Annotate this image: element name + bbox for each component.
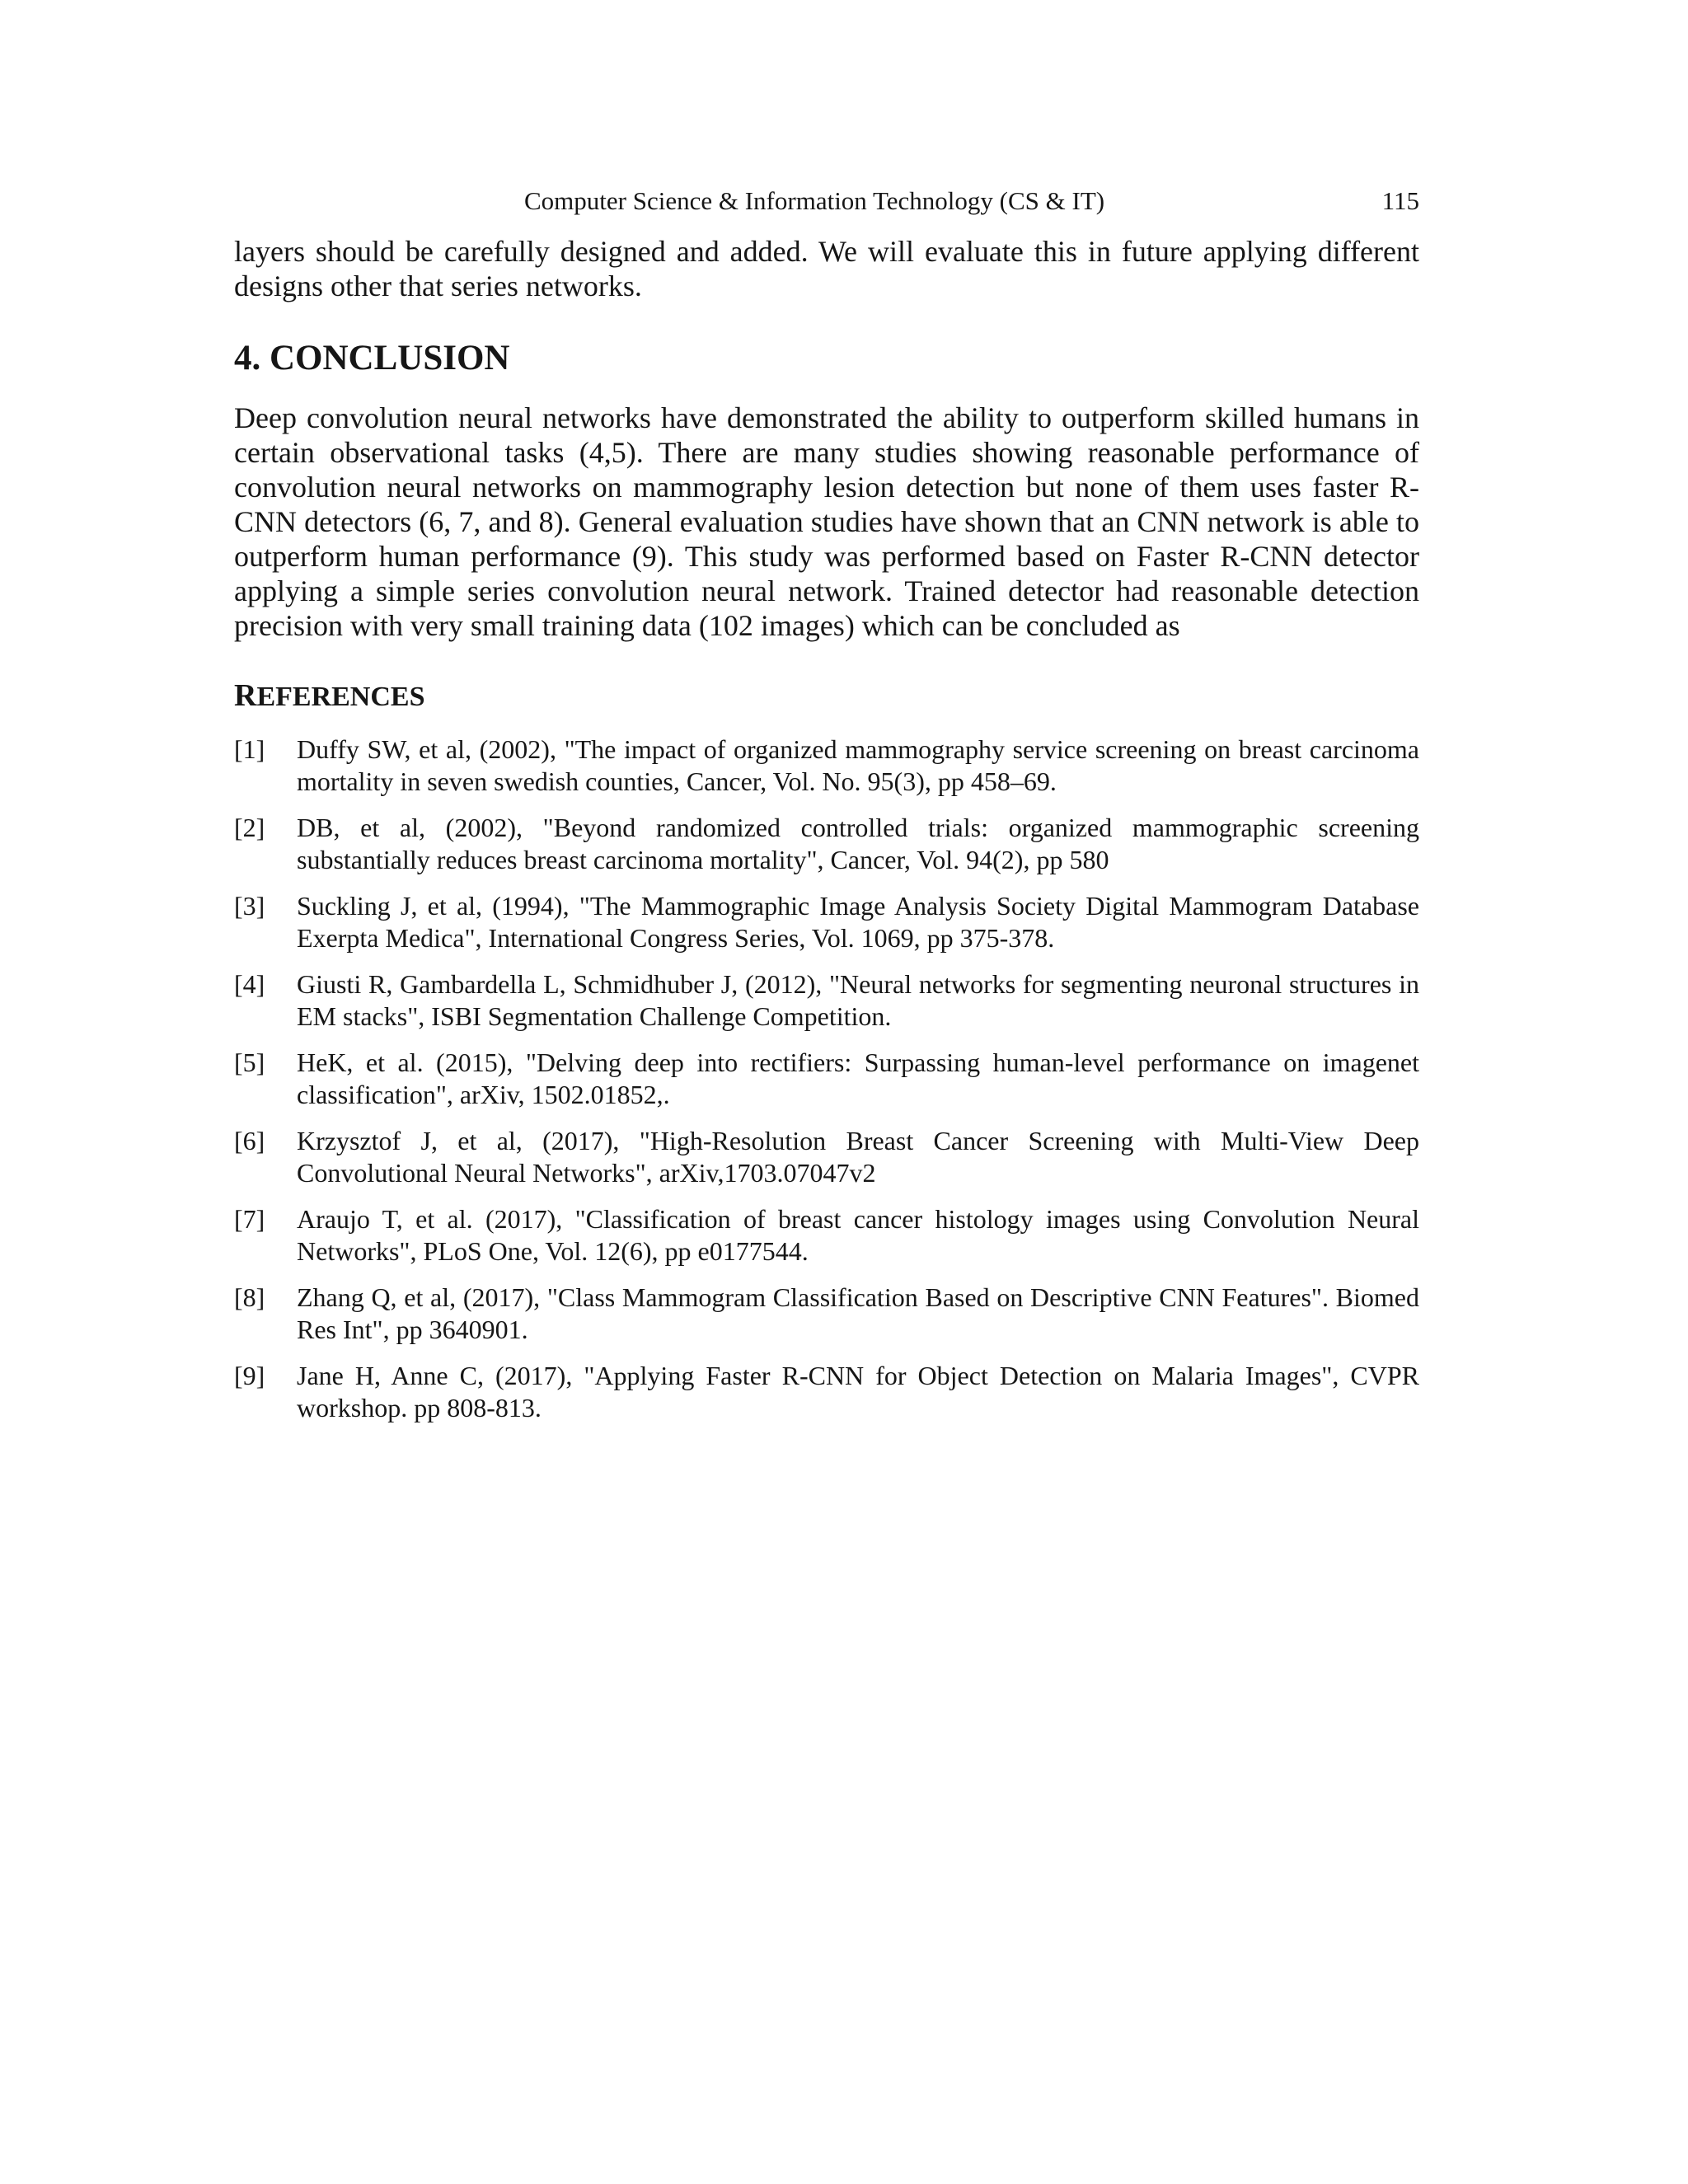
reference-item bbox=[234, 1282, 1419, 1346]
reference-item bbox=[234, 1360, 1419, 1424]
conclusion-paragraph: Deep convolution neural networks have demonstrated the ability to outperform skilled humans in certain observational tasks (4,5). There are many studies showing reasonable performance of convolution neural networks on mammography lesion detection but none of them uses faster R-CNN detectors (6, 7, and 8). General evaluation studies have shown that an CNN network is able to outperform human performance (9). This study was performed based on Faster R-CNN detector applying a simple series convolution neural network. Trained detector had reasonable detection precision with very small training data (102 images) which can be concluded as bbox=[234, 401, 1419, 642]
reference-item bbox=[234, 890, 1419, 954]
references-heading bbox=[234, 677, 1419, 715]
page-content bbox=[234, 234, 1419, 1438]
reference-item bbox=[234, 1047, 1419, 1111]
reference-number: [1] bbox=[234, 734, 265, 764]
reference-number: [8] bbox=[234, 1282, 265, 1312]
reference-number: [7] bbox=[234, 1204, 265, 1234]
references-heading-initial: R bbox=[234, 678, 257, 713]
reference-text: Giusti R, Gambardella L, Schmidhuber J, (2012), "Neural networks for segmenting neuronal structures in EM stacks", ISBI Segmentation Challenge Competition. bbox=[297, 969, 1419, 1031]
reference-number: [4] bbox=[234, 969, 265, 999]
journal-title: Computer Science & Information Technology (CS & IT) bbox=[524, 186, 1105, 215]
reference-item bbox=[234, 1203, 1419, 1268]
reference-text: Araujo T, et al. (2017), "Classification of breast cancer histology images using Convolution Neural Networks", PLoS One, Vol. 12(6), pp e0177544. bbox=[297, 1204, 1419, 1266]
reference-item bbox=[234, 733, 1419, 798]
reference-number: [5] bbox=[234, 1047, 265, 1077]
references-heading-rest: EFERENCES bbox=[256, 682, 425, 712]
reference-item bbox=[234, 812, 1419, 876]
reference-text: HeK, et al. (2015), "Delving deep into rectifiers: Surpassing human-level performance on imagenet classification", arXiv, 1502.01852,. bbox=[297, 1047, 1419, 1109]
intro-paragraph: layers should be carefully designed and added. We will evaluate this in future applying different designs other that series networks. bbox=[234, 235, 1419, 302]
reference-text: Krzysztof J, et al, (2017), "High-Resolution Breast Cancer Screening with Multi-View Deep Convolutional Neural Networks", arXiv,1703.07047v2 bbox=[297, 1126, 1419, 1188]
reference-number: [2] bbox=[234, 813, 265, 842]
page-number: 115 bbox=[1381, 186, 1419, 215]
reference-text: DB, et al, (2002), "Beyond randomized controlled trials: organized mammographic screening substantially reduces breast carcinoma mortality", Cancer, Vol. 94(2), pp 580 bbox=[297, 813, 1419, 874]
running-header bbox=[524, 183, 1419, 219]
reference-text: Suckling J, et al, (1994), "The Mammographic Image Analysis Society Digital Mammogram Database Exerpta Medica", International Congress Series, Vol. 1069, pp 375-378. bbox=[297, 891, 1419, 953]
reference-item bbox=[234, 968, 1419, 1033]
reference-number: [3] bbox=[234, 891, 265, 921]
reference-text: Zhang Q, et al, (2017), "Class Mammogram Classification Based on Descriptive CNN Features". Biomed Res Int", pp 3640901. bbox=[297, 1282, 1419, 1344]
reference-list bbox=[234, 733, 1419, 1424]
reference-number: [9] bbox=[234, 1361, 265, 1390]
reference-item bbox=[234, 1125, 1419, 1189]
reference-text: Duffy SW, et al, (2002), "The impact of organized mammography service screening on breast carcinoma mortality in seven swedish counties, Cancer, Vol. No. 95(3), pp 458–69. bbox=[297, 734, 1419, 796]
reference-text: Jane H, Anne C, (2017), "Applying Faster R-CNN for Object Detection on Malaria Images", CVPR workshop. pp 808-813. bbox=[297, 1361, 1419, 1422]
reference-number: [6] bbox=[234, 1126, 265, 1155]
conclusion-heading: 4. CONCLUSION bbox=[234, 339, 510, 377]
